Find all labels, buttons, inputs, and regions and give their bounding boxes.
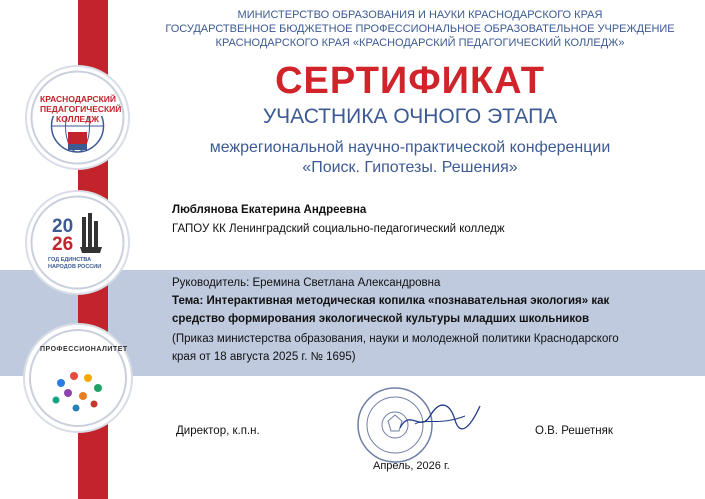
conference-line-2: «Поиск. Гипотезы. Решения» (302, 159, 518, 176)
director-title: Директор, к.п.н. (176, 425, 260, 437)
year-caption: ГОД ЕДИНСТВА НАРОДОВ РОССИИ (48, 257, 102, 270)
conference-line-1: межрегиональной научно-практической конференции (209, 139, 611, 156)
certificate-title: СЕРТИФИКАТ (275, 60, 545, 102)
participant-organization: ГАПОУ КК Ленинградский социально-педагогический колледж (172, 223, 505, 235)
professionalitet-text: ПРОФЕССИОНАЛИТЕТ (40, 346, 128, 353)
year-top: 20 (52, 216, 74, 237)
college-logo-text: КРАСНОДАРСКИЙ ПЕДАГОГИЧЕСКИЙ КОЛЛЕДЖ (40, 94, 122, 124)
order-line-1: (Приказ министерства образования, науки и молодежной политики Краснодарского (172, 333, 619, 345)
director-name: О.В. Решетняк (535, 425, 613, 437)
issue-date: Апрель, 2026 г. (373, 460, 450, 472)
topic-line-2: средство формирования экологической культуры младших школьников (172, 313, 590, 325)
monument-icon (30, 195, 125, 290)
header-institution-type: ГОСУДАРСТВЕННОЕ БЮДЖЕТНОЕ ПРОФЕССИОНАЛЬНОЕ ОБРАЗОВАТЕЛЬНОЕ УЧРЕЖДЕНИЕ (165, 23, 675, 35)
order-line-2: края от 18 августа 2025 г. № 1695) (172, 351, 356, 363)
header-ministry: МИНИСТЕРСТВО ОБРАЗОВАНИЯ И НАУКИ КРАСНОДАРСКОГО КРАЯ (237, 9, 603, 21)
professionalitet-emblem-icon (28, 328, 128, 428)
certificate-subtitle: УЧАСТНИКА ОЧНОГО ЭТАПА (262, 105, 558, 128)
header-institution-name: КРАСНОДАРСКОГО КРАЯ «КРАСНОДАРСКИЙ ПЕДАГОГИЧЕСКИЙ КОЛЛЕДЖ» (215, 37, 625, 49)
topic-line-1: Тема: Интерактивная методическая копилка «познавательная экология» как (172, 295, 610, 307)
supervisor: Руководитель: Еремина Светлана Александровна (172, 277, 441, 289)
professionalitet-logo (28, 328, 128, 428)
director-signature-icon (395, 398, 485, 438)
year-bottom: 26 (52, 234, 74, 255)
year-of-unity-logo (30, 195, 125, 290)
college-logo (30, 70, 125, 165)
participant-name: Люблянова Екатерина Андреевна (172, 204, 367, 216)
